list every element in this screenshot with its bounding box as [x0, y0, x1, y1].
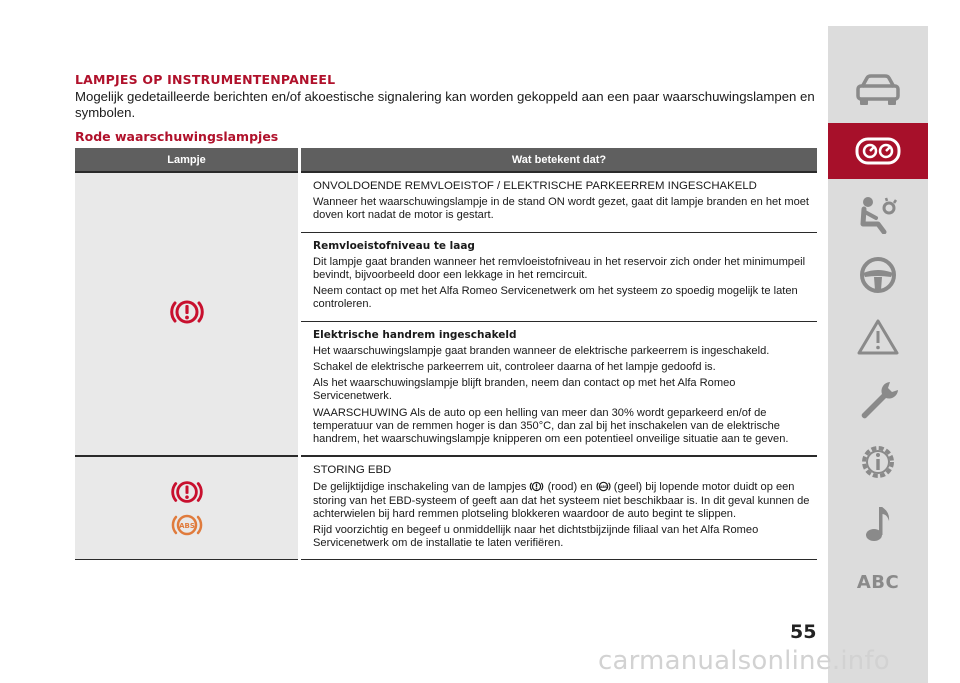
- watermark: carmanualsonline.info: [598, 646, 890, 676]
- lamp-cell: [75, 456, 300, 560]
- instrument-panel-icon: [855, 136, 901, 166]
- block-electric-handbrake: [301, 321, 817, 456]
- music-note-icon: [862, 503, 894, 545]
- sidebar-abc-label: ABC: [856, 571, 900, 593]
- block-heading: Elektrische handrem ingeschakeld: [313, 328, 517, 341]
- block-heading: Remvloeistofniveau te laag: [313, 239, 475, 252]
- sidebar-item-instrument-panel[interactable]: [828, 123, 928, 179]
- abs-warning-icon: [596, 480, 611, 493]
- block-text: Wanneer het waarschuwingslampje in de stand ON wordt gezet, gaat dit lampje branden en het moet doven kort nadat de motor is gestart.: [313, 196, 810, 222]
- block-caption: ONVOLDOENDE REMVLOEISTOF / ELEKTRISCHE PARKEERREM INGESCHAKELD: [313, 180, 757, 192]
- table-row: [75, 456, 817, 560]
- text-part: (geel) bij lopende motor duidt op een storing van het EBD-systeem of geeft aan dat het systeem niet beschikbaar is. In dit geval kunnen de achterwielen bij hard remmen plotseling blokkeren waardoor de auto begint te slippen.: [313, 481, 810, 520]
- block-brake-fluid: [301, 232, 817, 321]
- header-meaning: Wat betekent dat?: [300, 148, 818, 172]
- sidebar-item-maintenance[interactable]: [828, 372, 928, 428]
- chapter-sidebar: [828, 26, 928, 683]
- abs-warning-icon: [171, 511, 203, 539]
- block-fluid-or-parking: [301, 173, 817, 232]
- text-part: (rood) en: [547, 481, 593, 494]
- sidebar-item-driving[interactable]: [828, 247, 928, 303]
- airbag-seat-icon: [856, 194, 900, 234]
- wrench-icon: [856, 378, 900, 422]
- header-lamp: Lampje: [75, 148, 300, 172]
- brake-warning-icon: [169, 296, 205, 328]
- table-header-row: [75, 148, 817, 172]
- brake-warning-icon: [529, 480, 544, 493]
- section-title: LAMPJES OP INSTRUMENTENPANEEL: [75, 72, 336, 87]
- page-number: 55: [790, 621, 817, 643]
- abs-badge-text: ABS: [178, 522, 195, 531]
- sidebar-item-index[interactable]: [828, 554, 928, 610]
- block-text: [313, 480, 815, 521]
- block-text: Dit lampje gaat branden wanneer het remvloeistofniveau in het reservoir zich onder het minimumpeil bevindt, bijvoorbeeld door een lekkage in het remcircuit.: [313, 255, 806, 282]
- subsection-title: Rode waarschuwingslampjes: [75, 129, 279, 144]
- block-caption: STORING EBD: [313, 464, 392, 477]
- block-text: Neem contact op met het Alfa Romeo Servicenetwerk om het systeem zo spoedig mogelijk te laten controleren.: [313, 285, 798, 311]
- car-icon: [854, 73, 902, 107]
- lamp-cell: [75, 172, 300, 456]
- meaning-cell: [300, 172, 818, 456]
- block-warning: WAARSCHUWING Als de auto op een helling van meer dan 30% wordt geparkeerd en/of de temperatuur van de remmen hoger is dan 350°C, dan zal bij het inschakelen van de elektrische handrem, het waarschuwingslampje knipperen om een potentieel onveilige situatie aan te geven.: [313, 406, 789, 446]
- sidebar-item-multimedia[interactable]: [828, 496, 928, 552]
- meaning-cell: [300, 456, 818, 560]
- block-text: Rijd voorzichtig en begeef u onmiddellijk naar het dichtstbijzijnde filiaal van het Alfa Romeo Servicenetwerk om de installatie te laten verifiëren.: [313, 524, 759, 550]
- table-row: [75, 172, 817, 456]
- sidebar-item-emergency[interactable]: [828, 309, 928, 365]
- intro-text: Mogelijk gedetailleerde berichten en/of akoestische signalering kan worden gekoppeld aan een paar waarschuwingslampen en symbolen.: [75, 89, 815, 120]
- warning-lights-table: [75, 148, 817, 560]
- sidebar-item-vehicle[interactable]: [828, 62, 928, 118]
- block-text: Het waarschuwingslampje gaat branden wanneer de elektrische parkeerrem is ingeschakeld.: [313, 344, 770, 357]
- warning-triangle-icon: [856, 317, 900, 357]
- abs-badge-text: ABS: [599, 485, 607, 490]
- block-text: Als het waarschuwingslampje blijft branden, neem dan contact op met het Alfa Romeo Servicenetwerk.: [313, 377, 736, 403]
- brake-warning-icon: [169, 477, 205, 507]
- sidebar-item-safety[interactable]: [828, 186, 928, 242]
- page-content: [75, 72, 817, 560]
- gear-info-icon: [857, 441, 899, 483]
- block-ebd-failure: [301, 457, 817, 559]
- steering-wheel-icon: [858, 255, 898, 295]
- sidebar-item-technical-data[interactable]: [828, 434, 928, 490]
- block-text: Schakel de elektrische parkeerrem uit, controleer daarna of het lampje gedoofd is.: [313, 361, 716, 374]
- text-part: De gelijktijdige inschakeling van de lampjes: [313, 481, 527, 494]
